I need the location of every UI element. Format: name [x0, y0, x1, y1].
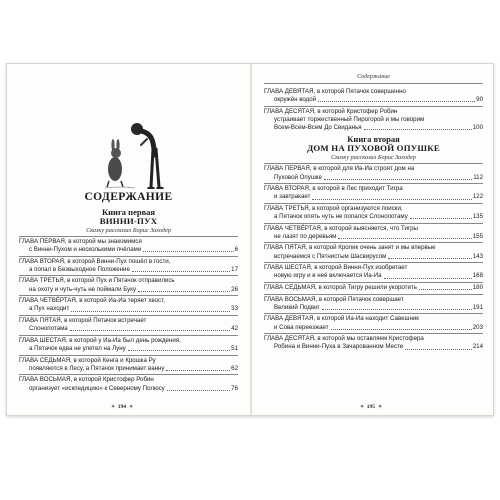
- book-one-toc: [19, 208, 238, 393]
- toc-entry-text: а попал в Безвыходное Положение: [29, 265, 130, 273]
- toc-page-number: 143: [472, 252, 483, 260]
- toc-entry-text: с Винни-Пухом и несколькими пчёлами: [29, 246, 142, 254]
- toc-entry: [264, 244, 483, 260]
- toc-entry-text: ГЛАВА ВОСЬМАЯ, в которой Пятачок совершает: [264, 295, 404, 303]
- divider: [19, 275, 238, 276]
- page-number-left: [111, 404, 133, 410]
- dot-leader: [419, 289, 472, 290]
- toc-entry: [264, 315, 483, 331]
- toc-page-number: 62: [231, 364, 238, 372]
- book-one-heading: [19, 208, 238, 235]
- divider: [264, 223, 483, 224]
- toc-entry-text: ГЛАВА ЧЕТВЁРТАЯ, в которой Иа-Иа теряет хвост,: [19, 297, 165, 305]
- toc-entry-text: Слонопотама: [29, 325, 68, 333]
- toc-entry-line: [19, 345, 238, 353]
- dot-leader: [384, 278, 472, 279]
- toc-entry-line: [19, 376, 238, 384]
- toc-entry: [264, 335, 483, 351]
- toc-entry-line: [19, 246, 238, 254]
- book-name: ВИННИ-ПУХ: [99, 216, 158, 226]
- toc-entry-line: [264, 193, 483, 201]
- toc-page-number: 122: [472, 193, 483, 201]
- contents-title: СОДЕРЖАНИЕ: [84, 191, 173, 203]
- toc-page-number: 112: [473, 173, 483, 181]
- toc-entry-line: [264, 244, 483, 252]
- chapter-list: [19, 238, 238, 393]
- toc-entry-line: [19, 297, 238, 305]
- toc-entry: [264, 165, 483, 181]
- divider: [264, 242, 483, 243]
- divider: [264, 333, 483, 334]
- toc-entry-line: [264, 324, 483, 332]
- toc-entry: [19, 337, 238, 353]
- toc-entry-text: на охоту и чуть-чуть не поймали Буку: [29, 285, 137, 293]
- dot-leader: [143, 251, 233, 252]
- toc-entry-line: [264, 272, 483, 280]
- toc-page-number: 42: [231, 325, 238, 333]
- toc-entry-text: ГЛАВА ДЕСЯТАЯ, в которой Кристофер Робин: [264, 107, 398, 115]
- toc-entry-line: [264, 225, 483, 233]
- toc-entry-text: новую игру и в неё включается Иа-Иа: [274, 272, 382, 280]
- dot-leader: [322, 309, 472, 310]
- toc-entry-text: ГЛАВА ДЕСЯТАЯ, в которой мы оставляем Кристофера: [264, 335, 424, 343]
- toc-entry-text: ГЛАВА ПЕРВАЯ, в которой мы знакомимся: [19, 237, 142, 245]
- toc-entry-line: [264, 315, 483, 323]
- toc-entry-text: Пуховой Опушке: [274, 173, 322, 181]
- toc-entry-line: [264, 108, 483, 116]
- toc-entry-line: [264, 116, 483, 124]
- toc-entry: [264, 264, 483, 280]
- toc-entry-line: [19, 385, 238, 393]
- book-retold-by: Сказку рассказал Борис Заходер: [331, 153, 416, 161]
- dot-leader: [364, 129, 472, 130]
- divider: [19, 335, 238, 336]
- book-part-label: Книга первая: [101, 207, 156, 217]
- toc-entry: [264, 225, 483, 241]
- toc-entry-text: и Сова переезжает: [274, 323, 329, 331]
- toc-entry-line: [264, 185, 483, 193]
- toc-entry-text: организует «искпедицию» к Северному Полюсу: [29, 384, 165, 392]
- toc-page-number: 90: [476, 96, 483, 104]
- dot-leader: [410, 218, 472, 219]
- toc-entry-line: [264, 296, 483, 304]
- toc-page-number: 76: [231, 384, 238, 392]
- divider: [19, 315, 238, 316]
- toc-page-number: 6: [234, 246, 238, 254]
- dot-leader: [167, 390, 230, 391]
- ornament-icon: ✦: [111, 405, 115, 410]
- divider: [264, 163, 483, 164]
- toc-entry: [19, 297, 238, 313]
- toc-entry-text: ГЛАВА ТРЕТЬЯ, в которой организуются поиски,: [264, 204, 403, 212]
- toc-entry-text: ГЛАВА ВТОРАЯ, в которой Винни-Пух пошёл в гости,: [19, 257, 171, 265]
- page-number-value: 194: [117, 404, 126, 410]
- toc-entry-text: ГЛАВА ЧЕТВЁРТАЯ, в которой выясняется, что Тигры: [264, 224, 418, 232]
- toc-page-number: 180: [472, 284, 483, 292]
- dot-leader: [331, 329, 472, 330]
- toc-entry-text: и завтракает: [274, 193, 311, 201]
- divider: [19, 295, 238, 296]
- toc-entry: [19, 357, 238, 373]
- toc-entry-line: [19, 238, 238, 246]
- toc-entry: [264, 284, 483, 292]
- toc-entry-text: ГЛАВА ДЕВЯТАЯ, в которой Пятачок совершенно: [264, 88, 406, 95]
- page-number-right: [360, 404, 382, 410]
- dot-leader: [71, 311, 230, 312]
- toc-entry-text: ГЛАВА СЕДЬМАЯ, в которой Кенга и Крошка Ру: [19, 356, 156, 364]
- divider: [19, 236, 238, 237]
- toc-entry-line: [264, 335, 483, 343]
- divider: [264, 262, 483, 263]
- dot-leader: [312, 199, 471, 200]
- toc-entry-text: ГЛАВА ВТОРАЯ, в которой в Лес приходит Тигра: [264, 185, 403, 193]
- toc-entry: [264, 296, 483, 312]
- toc-entry-text: ГЛАВА СЕДЬМАЯ, в которой Тигру решили укоротить: [264, 284, 417, 292]
- divider: [264, 282, 483, 283]
- book-two-heading: [264, 135, 483, 162]
- toc-page-number: 26: [231, 285, 238, 293]
- toc-page-number: 17: [231, 265, 238, 273]
- dot-leader: [166, 370, 230, 371]
- dot-leader: [405, 349, 472, 350]
- divider: [264, 106, 483, 107]
- divider: [264, 313, 483, 314]
- pooh-and-christopher-robin-illustration: [101, 109, 171, 189]
- toc-entry-line: [264, 343, 483, 351]
- toc-entry-text: не лазят по деревьям: [274, 232, 337, 240]
- divider: [19, 256, 238, 257]
- toc-entry-line: [19, 317, 238, 325]
- divider: [264, 203, 483, 204]
- toc-entry-line: [19, 337, 238, 345]
- toc-page-number: 51: [231, 345, 238, 353]
- chapter-list: [264, 88, 483, 132]
- toc-entry-line: [264, 233, 483, 241]
- toc-entry-line: [264, 304, 483, 312]
- toc-entry-line: [19, 258, 238, 266]
- book-retold-by: Сказку рассказал Борис Заходер: [86, 226, 171, 234]
- book-part-label: Книга вторая: [347, 134, 400, 145]
- running-head: Содержание: [357, 74, 390, 80]
- toc-entry-line: [19, 266, 238, 274]
- toc-entry-text: ГЛАВА ШЕСТАЯ, в которой у Иа-Иа был день рождения,: [19, 336, 181, 344]
- toc-entry-line: [19, 277, 238, 285]
- divider: [264, 183, 483, 184]
- toc-entry-line: [264, 264, 483, 272]
- left-page: [7, 64, 250, 415]
- toc-entry-text: окружён водой: [274, 96, 317, 104]
- dot-leader: [388, 258, 471, 259]
- book-two-toc: [264, 88, 483, 352]
- ornament-icon: ✦: [128, 405, 133, 410]
- dot-leader: [128, 350, 230, 351]
- toc-entry-text: устраивает торжественный Пирогорой и мы говорим: [274, 116, 425, 123]
- toc-page-number: 214: [472, 343, 483, 351]
- dot-leader: [132, 271, 230, 272]
- toc-entry-line: [19, 286, 238, 294]
- toc-entry-text: встречаемся с Пятнистым Шасвирусом: [274, 252, 387, 260]
- divider: [19, 374, 238, 375]
- ornament-icon: ✦: [360, 405, 364, 410]
- toc-entry-line: [264, 96, 483, 104]
- right-page: [252, 64, 495, 415]
- dot-leader: [324, 179, 472, 180]
- toc-entry-line: [264, 253, 483, 261]
- toc-entry-line: [264, 88, 483, 96]
- dot-leader: [338, 238, 471, 239]
- toc-entry: [19, 277, 238, 293]
- dot-leader: [318, 101, 475, 102]
- toc-entry: [19, 238, 238, 254]
- toc-entry-text: Всем-Всем-Всем До Свиданья: [274, 124, 362, 132]
- toc-entry-text: Великий Подвиг: [274, 303, 320, 311]
- toc-entry-text: ГЛАВА ДЕВЯТАЯ, в которой Иа-Иа находит Савешник: [264, 315, 419, 323]
- toc-entry-text: Робина и Винни-Пуха в Зачарованном Месте: [274, 343, 404, 351]
- toc-entry-text: ГЛАВА ТРЕТЬЯ, в которой Пух и Пятачок отправились: [19, 277, 175, 285]
- toc-entry: [264, 108, 483, 133]
- toc-entry: [264, 185, 483, 201]
- toc-entry-line: [19, 325, 238, 333]
- toc-entry-line: [264, 174, 483, 182]
- toc-entry-text: а Пятачок опять чуть не попался Слонопотаму: [274, 213, 408, 221]
- toc-entry-text: ГЛАВА ПЯТАЯ, в которой Кролик очень занят и мы впервые: [264, 244, 436, 252]
- toc-entry-text: ГЛАВА ПЕРВАЯ, в которой для Иа-Иа строят дом на: [264, 165, 415, 173]
- open-book-spread: [6, 63, 494, 416]
- toc-entry: [19, 376, 238, 392]
- divider: [19, 355, 238, 356]
- toc-entry-line: [19, 357, 238, 365]
- toc-page-number: 191: [472, 303, 483, 311]
- toc-entry: [264, 88, 483, 104]
- toc-entry-line: [264, 213, 483, 221]
- toc-page-number: 135: [472, 213, 483, 221]
- toc-entry-text: ГЛАВА ШЕСТАЯ, в которой Винни-Пух изобретает: [264, 264, 408, 272]
- toc-entry: [19, 317, 238, 333]
- toc-page-number: 168: [472, 272, 483, 280]
- divider: [264, 294, 483, 295]
- toc-page-number: 100: [472, 124, 483, 132]
- toc-entry-line: [264, 205, 483, 213]
- toc-page-number: 33: [231, 305, 238, 313]
- toc-page-number: 155: [472, 232, 483, 240]
- toc-entry-text: ГЛАВА ВОСЬМАЯ, в которой Кристофер Робин: [19, 376, 154, 384]
- toc-entry-line: [264, 284, 483, 292]
- toc-entry-line: [19, 305, 238, 313]
- toc-entry-text: появляются в Лесу, а Пятачок принимает ванну: [29, 364, 165, 372]
- divider: [264, 83, 483, 84]
- book-name: ДОМ НА ПУХОВОЙ ОПУШКЕ: [307, 143, 440, 154]
- toc-entry-line: [264, 124, 483, 132]
- dot-leader: [138, 291, 230, 292]
- dot-leader: [70, 330, 230, 331]
- toc-entry-text: ГЛАВА ПЯТАЯ, в которой Пятачок встречает: [19, 317, 147, 325]
- toc-page-number: 203: [472, 323, 483, 331]
- chapter-list: [264, 165, 483, 351]
- toc-entry: [264, 205, 483, 221]
- toc-entry: [19, 258, 238, 274]
- toc-entry-line: [19, 365, 238, 373]
- toc-entry-text: а Пух находит: [29, 305, 70, 313]
- page-number-value: 195: [366, 404, 375, 410]
- toc-entry-text: а Пятачок едва не улетел на Луну: [29, 345, 126, 353]
- toc-entry-line: [264, 165, 483, 173]
- ornament-icon: ✦: [377, 405, 382, 410]
